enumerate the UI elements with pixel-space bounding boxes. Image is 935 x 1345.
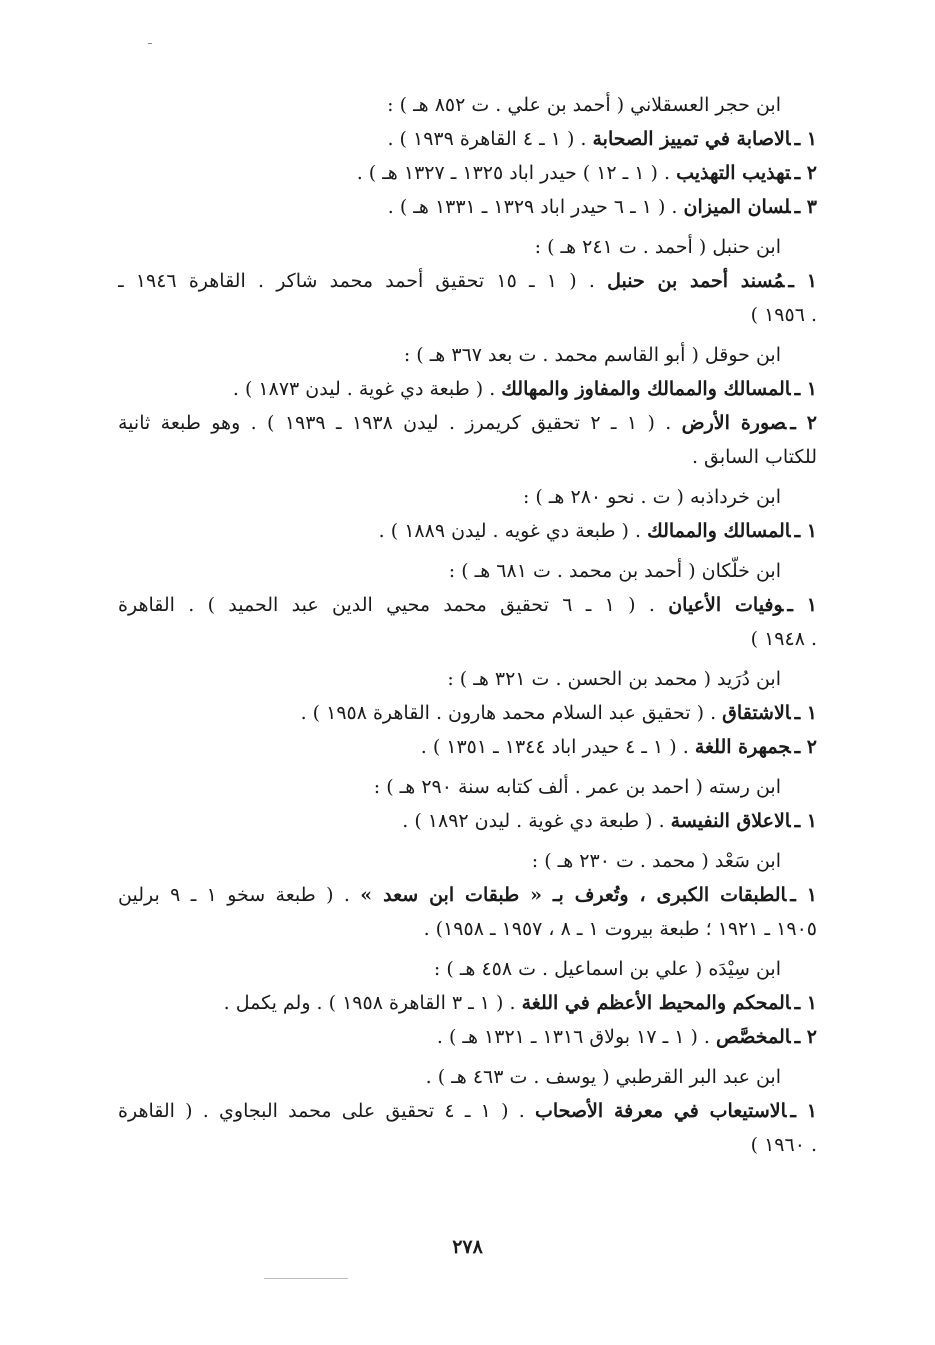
item-number: ١ ـ xyxy=(794,810,817,832)
publication-details: . ( ١ ـ ١٧ بولاق ١٣١٦ ـ ١٣٢١ هـ ) . xyxy=(436,1026,716,1048)
entry-continuation: . ١٩٦٠ ) xyxy=(750,1134,817,1156)
bibliography-item xyxy=(118,264,817,298)
item-number: ١ ـ xyxy=(790,884,817,906)
item-number: ٢ ـ xyxy=(794,162,817,184)
book-title: المسالك والممالك والمفاوز والمهالك xyxy=(501,378,791,400)
publication-details: . ( طبعة دي غوية . ليدن ١٨٩٢ ) . xyxy=(402,810,671,832)
book-title: وفيات الأعيان xyxy=(668,594,784,616)
publication-details: . ( ١ ـ ٦ تحقيق محمد محيي الدين عبد الحميد ) . القاهرة xyxy=(118,594,669,616)
bibliography-item xyxy=(118,878,817,912)
author-heading: ابن خلّكان ( أحمد بن محمد . ت ٦٨١ هـ ) : xyxy=(448,560,781,582)
item-number: ١ ـ xyxy=(787,594,817,616)
item-number: ١ ـ xyxy=(794,992,817,1014)
book-title: الاشتقاق xyxy=(722,702,791,724)
publication-details: . ( ١ ـ ٤ حيدر اباد ١٣٤٤ ـ ١٣٥١ ) . xyxy=(420,736,695,758)
item-number: ١ ـ xyxy=(794,520,817,542)
book-title: المسالك والممالك xyxy=(647,520,791,542)
publication-details: . ( ١ ـ ٣ القاهرة ١٩٥٨ ) . ولم يكمل . xyxy=(223,992,522,1014)
page-number: ٢٧٨ xyxy=(452,1236,483,1258)
entry-continuation: . ١٩٥٦ ) xyxy=(750,304,817,326)
bibliography-item xyxy=(118,1094,817,1128)
entry-continuation: ١٩٠٥ ـ ١٩٢١ ؛ طبعة بيروت ١ ـ ٨ ، ١٩٥٧ ـ ١٩٥٨) . xyxy=(423,918,817,940)
bibliography-item xyxy=(118,372,817,406)
bibliography-entries xyxy=(118,88,817,1162)
bibliography-item xyxy=(118,514,817,548)
author-heading: ابن حنبل ( أحمد . ت ٢٤١ هـ ) : xyxy=(534,236,781,258)
bibliography-item xyxy=(118,156,817,190)
publication-details: . ( طبعة سخو ١ ـ ٩ برلين xyxy=(118,884,361,906)
publication-details: . ( ١ ـ ٦ حيدر اباد ١٣٢٩ ـ ١٣٣١ هـ ) . xyxy=(387,196,684,218)
publication-details: . ( ١ ـ ١٢ ) حيدر اباد ١٣٢٥ ـ ١٣٢٧ هـ ) . xyxy=(356,162,677,184)
book-title: الاستيعاب في معرفة الأصحاب xyxy=(534,1100,787,1122)
publication-details: . ( ١ ـ ٤ القاهرة ١٩٣٩ ) . xyxy=(387,128,593,150)
bibliography-item xyxy=(118,588,817,622)
author-heading: ابن سِيْدَه ( علي بن اسماعيل . ت ٤٥٨ هـ ) : xyxy=(433,958,781,980)
scan-speck xyxy=(148,43,152,44)
publication-details: . ( طبعة دي غويه . ليدن ١٨٨٩ ) . xyxy=(378,520,648,542)
author-heading: ابن رسته ( احمد بن عمر . ألف كتابه سنة ٢٩٠ هـ ) : xyxy=(373,776,781,798)
bibliography-item xyxy=(118,190,817,224)
author-heading: ابن عبد البر القرطبي ( يوسف . ت ٤٦٣ هـ ) . xyxy=(425,1066,781,1088)
book-title: الاصابة في تمييز الصحابة xyxy=(592,128,791,150)
author-heading: ابن حجر العسقلاني ( أحمد بن علي . ت ٨٥٢ هـ ) : xyxy=(387,94,781,116)
book-title: الطبقات الكبرى ، وتُعرف بـ « طبقات ابن سعد » xyxy=(360,884,787,906)
book-title: المحكم والمحيط الأعظم في اللغة xyxy=(521,992,791,1014)
author-heading: ابن خرداذبه ( ت . نحو ٢٨٠ هـ ) : xyxy=(522,486,781,508)
item-number: ١ ـ xyxy=(790,1100,817,1122)
bibliography-item xyxy=(118,730,817,764)
bibliography-item xyxy=(118,122,817,156)
item-number: ١ ـ xyxy=(794,702,817,724)
item-number: ١ ـ xyxy=(794,378,817,400)
item-number: ٢ ـ xyxy=(794,736,817,758)
item-number: ١ ـ xyxy=(794,128,817,150)
publication-details: . ( تحقيق عبد السلام محمد هارون . القاهرة ١٩٥٨ ) . xyxy=(300,702,723,724)
author-heading: ابن سَعْد ( محمد . ت ٢٣٠ هـ ) : xyxy=(531,850,781,872)
book-title: جمهرة اللغة xyxy=(694,736,791,758)
book-title: تهذيب التهذيب xyxy=(676,162,791,184)
entry-continuation: . ١٩٤٨ ) xyxy=(750,628,817,650)
bibliography-item xyxy=(118,986,817,1020)
publication-details: . ( ١ ـ ٢ تحقيق كريمرز . ليدن ١٩٣٨ ـ ١٩٣٩ ) . وهو طبعة ثانية xyxy=(118,412,682,434)
book-title: لسان الميزان xyxy=(683,196,791,218)
bibliography-item xyxy=(118,804,817,838)
publication-details: . ( ١ ـ ٤ تحقيق على محمد البجاوي . ( القاهرة xyxy=(118,1100,535,1122)
entry-continuation: للكتاب السابق . xyxy=(691,446,817,468)
scan-speck xyxy=(264,1278,348,1279)
author-heading: ابن دُرَيد ( محمد بن الحسن . ت ٣٢١ هـ ) : xyxy=(447,668,781,690)
book-title: صورة الأرض xyxy=(681,412,787,434)
bibliography-item xyxy=(118,1020,817,1054)
bibliography-item xyxy=(118,406,817,440)
item-number: ٣ ـ xyxy=(794,196,817,218)
item-number: ١ ـ xyxy=(788,270,817,292)
item-number: ٢ ـ xyxy=(790,412,817,434)
publication-details: . ( طبعة دي غوية . ليدن ١٨٧٣ ) . xyxy=(232,378,502,400)
book-title: الاعلاق النفيسة xyxy=(670,810,791,832)
publication-details: . ( ١ ـ ١٥ تحقيق أحمد محمد شاكر . القاهرة ١٩٤٦ ـ xyxy=(118,270,608,292)
author-heading: ابن حوقل ( أبو القاسم محمد . ت بعد ٣٦٧ هـ ) : xyxy=(403,344,781,366)
item-number: ٢ ـ xyxy=(794,1026,817,1048)
bibliography-item xyxy=(118,696,817,730)
book-title: المخصَّص xyxy=(716,1026,791,1048)
book-title: مُسند أحمد بن حنبل xyxy=(607,270,785,292)
